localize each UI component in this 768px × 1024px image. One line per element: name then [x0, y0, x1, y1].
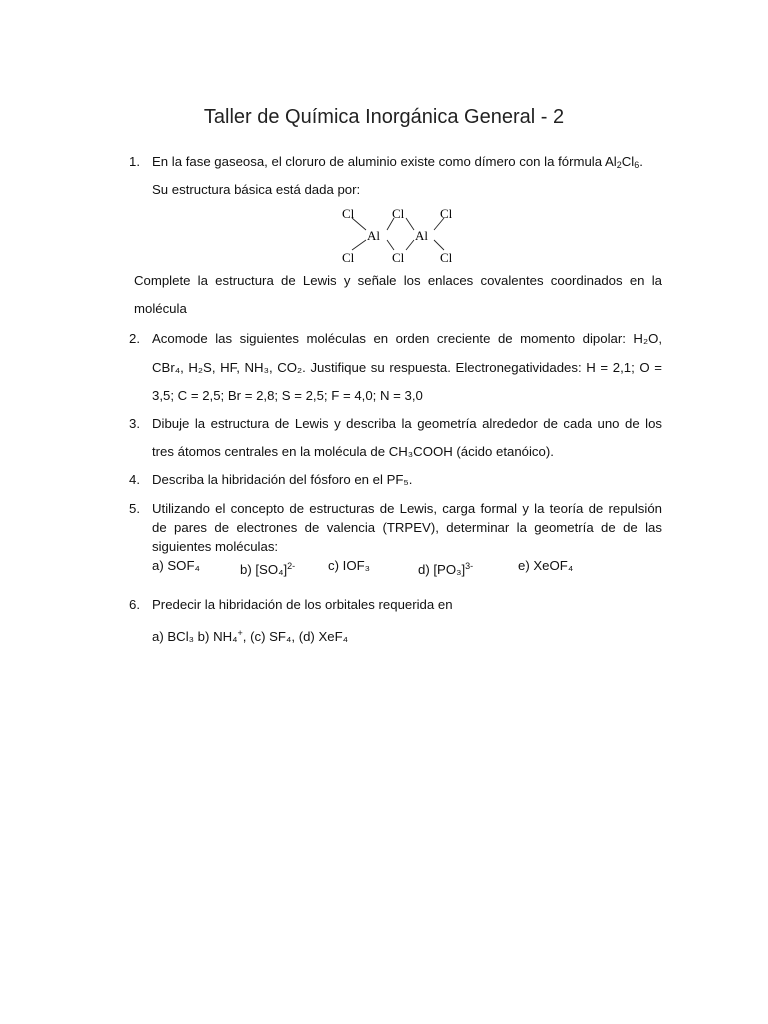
question-text: siguientes moléculas: — [152, 539, 279, 554]
question-number: 1. — [129, 154, 140, 169]
question-number: 4. — [129, 472, 140, 487]
question-1-instruction-line-1: Complete la estructura de Lewis y señale los enlaces covalentes coordinados en la — [134, 273, 662, 288]
bond-line — [406, 240, 414, 250]
bond-line — [406, 218, 414, 230]
al2cl6-structure-svg — [330, 204, 470, 268]
option-c: c) IOF₃ — [328, 558, 370, 573]
bond-line — [352, 240, 366, 250]
question-5-options — [129, 557, 669, 577]
question-text: Su estructura básica está dada por: — [152, 182, 361, 197]
question-text: tres átomos centrales en la molécula de CH₃COOH (ácido etanóico). — [152, 444, 554, 459]
bond-line — [387, 240, 394, 250]
bond-line — [434, 240, 444, 250]
al-atom-label: Al — [415, 228, 428, 243]
option-b: b) $[SO_4]^{2-}$ — [240, 561, 296, 577]
question-text: 3,5; C = 2,5; Br = 2,8; S = 2,5; F = 4,0; N = 3,0 — [152, 388, 423, 403]
question-number: 5. — [129, 501, 140, 516]
cl-atom-label: Cl — [440, 250, 453, 265]
cl-atom-label: Cl — [342, 206, 355, 221]
question-text: Predecir la hibridación de los orbitales requerida en — [152, 597, 453, 612]
question-text: a) BCl₃ b) NH₄+, (c) SF₄, (d) XeF₄ — [152, 628, 349, 644]
question-text: Utilizando el concepto de estructuras de Lewis, carga formal y la teoría de repulsión — [152, 501, 662, 516]
cl-atom-label: Cl — [392, 206, 405, 221]
cl-atom-label: Cl — [342, 250, 355, 265]
question-text: CBr₄, H₂S, HF, NH₃, CO₂. Justifique su respuesta. Electronegatividades: H = 2,1; O = — [152, 360, 662, 375]
cl-atom-label: Cl — [392, 250, 405, 265]
question-text: Describa la hibridación del fósforo en el PF₅. — [152, 472, 413, 487]
question-text: Acomode las siguientes moléculas en orden creciente de momento dipolar: H₂O, — [152, 331, 662, 346]
al-atom-label: Al — [367, 228, 380, 243]
option-e: e) XeOF₄ — [518, 558, 574, 573]
page-title: Taller de Química Inorgánica General - 2 — [203, 106, 565, 128]
option-a: a) SOF₄ — [152, 558, 200, 573]
question-text: En la fase gaseosa, el cloruro de aluminio existe como dímero con la fórmula $Al_2Cl_6$. — [152, 154, 643, 170]
al2cl6-structure-diagram — [330, 204, 470, 273]
question-text: Dibuje la estructura de Lewis y describa la geometría alrededor de cada uno de los — [152, 416, 662, 431]
option-d: d) $[PO_3]^{3-}$ — [418, 561, 474, 577]
question-1-instruction-line-2: molécula — [134, 301, 187, 316]
question-text: de pares de electrones de valencia (TRPEV), determinar la geometría de de las — [152, 520, 662, 535]
cl-atom-label: Cl — [440, 206, 453, 221]
question-number: 6. — [129, 597, 140, 612]
question-number: 2. — [129, 331, 140, 346]
question-number: 3. — [129, 416, 140, 431]
